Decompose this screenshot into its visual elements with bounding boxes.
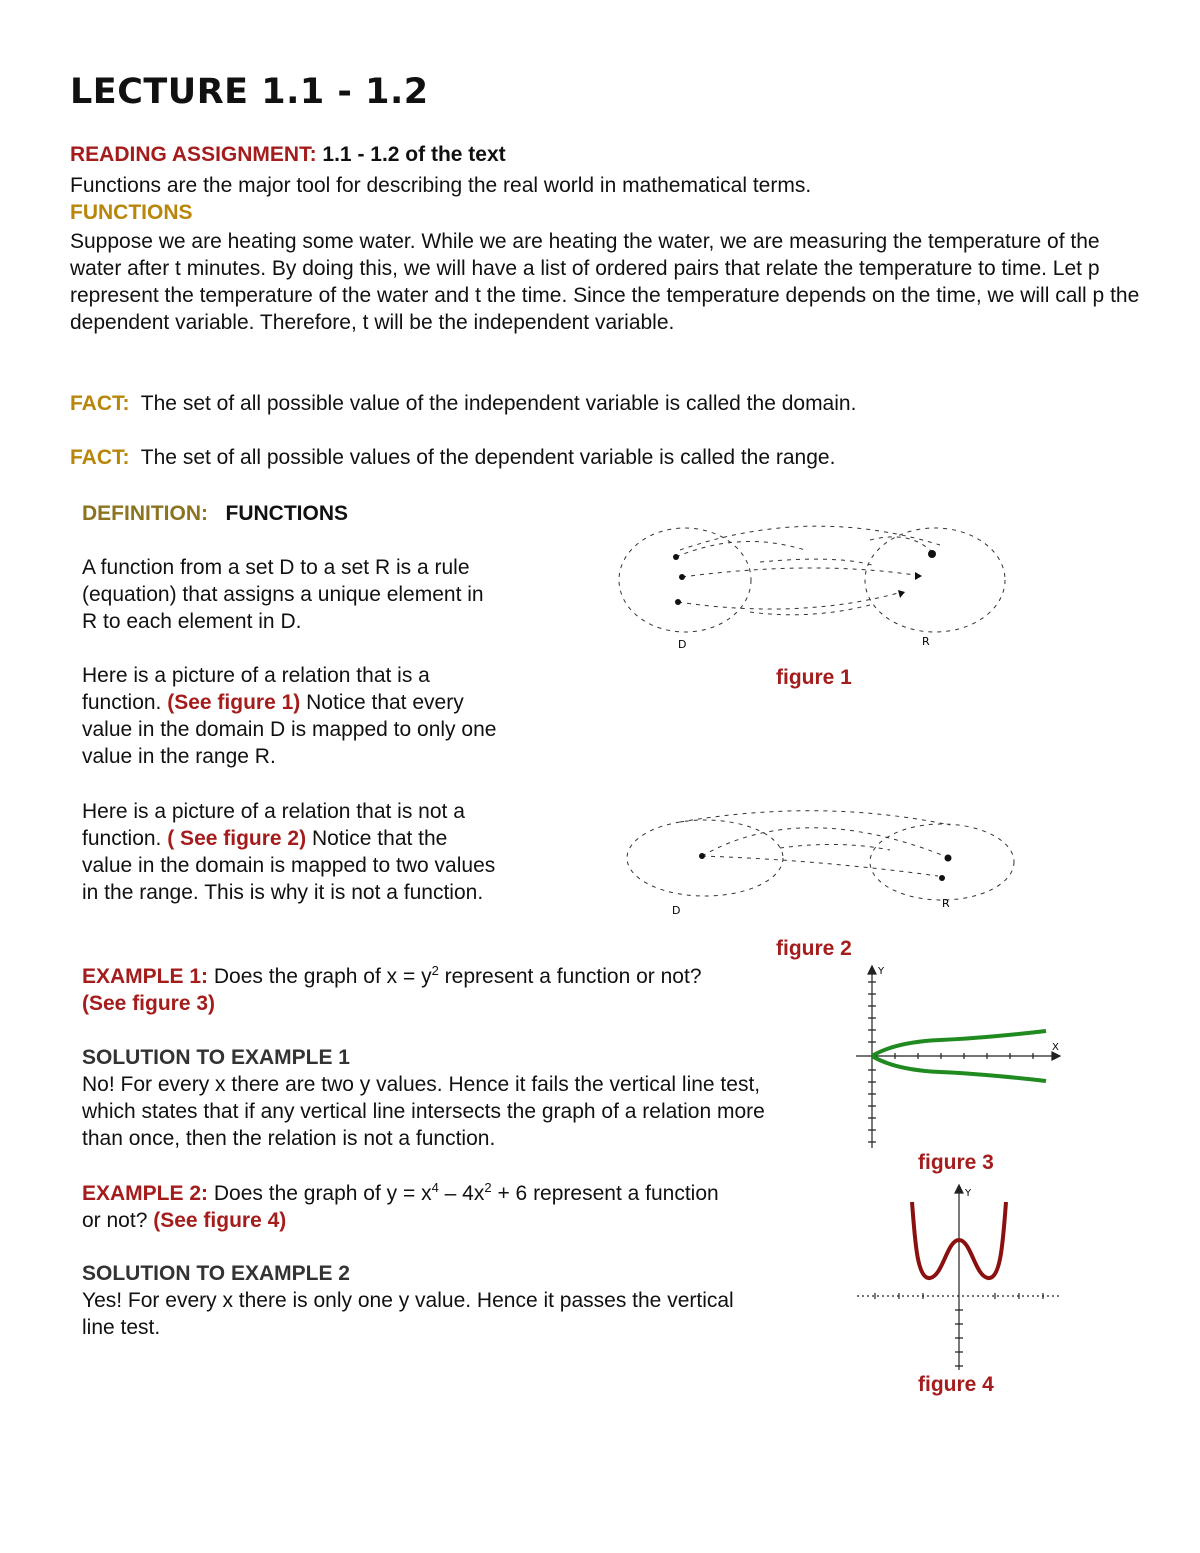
exponent: 2 [484, 1180, 492, 1195]
relation-function-text [82, 662, 502, 770]
functions-paragraph: Suppose we are heating some water. While we are heating the water, we are measuring the temperature of the water after t minutes. By doing this, we will have a list of ordered pairs that relate the temperature to time. Let p represent the temperature of the water and t the time. Since the temperature depends on the time, we will call p the dependent variable. Therefore, t will be the independent variable. [70, 230, 1140, 334]
mapping-arrow [676, 541, 805, 557]
solution-2-text: Yes! For every x there is only one y value. Hence it passes the vertical line test. [82, 1289, 734, 1339]
example-2 [82, 1180, 742, 1234]
figure-1-reference[interactable]: (See figure 1) [167, 691, 301, 714]
example-2-text: – 4x [444, 1182, 485, 1205]
figure-1-diagram [610, 520, 1030, 660]
y-axis-arrow [955, 1185, 963, 1193]
mapping-arrow [682, 568, 915, 577]
exponent: 2 [431, 963, 439, 978]
arrowhead [915, 572, 922, 580]
example-1-label: EXAMPLE 1: [82, 965, 209, 988]
example-1-text: represent a function or not? [444, 965, 702, 988]
reading-assignment [70, 141, 506, 168]
figure-3-reference[interactable]: (See figure 3) [82, 992, 216, 1015]
figure-4-reference[interactable]: (See figure 4) [153, 1209, 287, 1232]
solution-1-heading: SOLUTION TO EXAMPLE 1 [82, 1046, 350, 1069]
figure-2-reference[interactable]: ( See figure 2) [167, 827, 307, 850]
fact-domain [70, 390, 856, 417]
page-title: LECTURE 1.1 - 1.2 [70, 72, 429, 112]
functions-heading: FUNCTIONS [70, 201, 193, 224]
example-2-label: EXAMPLE 2: [82, 1182, 209, 1205]
domain-set-ellipse [627, 820, 783, 896]
example-1 [82, 963, 792, 1017]
relation-text: Notice that every value in the domain D is mapped to only one value in the range R. [82, 691, 497, 768]
x-axis-arrow [1052, 1052, 1060, 1060]
solution-1-text: No! For every x there are two y values. Hence it fails the vertical line test, which states that if any vertical line intersects the graph of a relation more than once, then the relation is not a function. [82, 1073, 765, 1150]
figure-4-graph [855, 1180, 1065, 1375]
mapping-arrow [702, 828, 942, 856]
upper-branch [872, 1031, 1046, 1056]
figure-2-diagram [620, 810, 1030, 920]
arrowhead [898, 590, 905, 598]
x-axis-label: X [1052, 1042, 1059, 1053]
range-point [939, 875, 945, 881]
relation-text: Here is a picture of a relation that is a function. [82, 664, 430, 714]
example-2-text: + 6 represent a function or not? [82, 1182, 719, 1232]
exponent: 4 [431, 1180, 439, 1195]
connector-arc [680, 811, 950, 825]
intro-text: Functions are the major tool for describing the real world in mathematical terms. [70, 174, 812, 197]
fact-label: FACT: [70, 392, 130, 415]
solution-2-heading: SOLUTION TO EXAMPLE 2 [82, 1262, 350, 1285]
domain-label: D [678, 638, 687, 651]
connector-arc [760, 559, 872, 565]
solution-1 [82, 1044, 792, 1152]
y-axis-arrow [868, 966, 876, 974]
domain-point [699, 853, 705, 859]
figure-4-caption: figure 4 [918, 1373, 994, 1396]
domain-point [675, 599, 681, 605]
y-axis-label: Y [965, 1188, 972, 1199]
definition-title: FUNCTIONS [225, 502, 349, 525]
definition-text: A function from a set D to a set R is a rule (equation) that assigns a unique element in R to each element in D. [82, 556, 484, 633]
domain-set-ellipse [619, 528, 751, 632]
solution-2 [82, 1260, 762, 1341]
fact-label: FACT: [70, 446, 130, 469]
connector-arc [750, 605, 870, 615]
range-label: R [922, 635, 930, 648]
range-point [928, 550, 936, 558]
example-1-text: Does the graph of x = y [213, 965, 432, 988]
domain-point [679, 574, 685, 580]
lower-branch [872, 1056, 1046, 1081]
definition-heading [82, 500, 348, 527]
range-label: R [942, 897, 950, 910]
range-set-ellipse [870, 824, 1014, 900]
reading-assignment-text: 1.1 - 1.2 of the text [322, 143, 506, 166]
fact-text: The set of all possible value of the independent variable is called the domain. [140, 392, 857, 415]
example-2-text: Does the graph of y = x [213, 1182, 432, 1205]
mapping-arrow [702, 856, 938, 876]
figure-3-caption: figure 3 [918, 1151, 994, 1174]
definition-label: DEFINITION: [82, 502, 208, 525]
range-point [945, 855, 952, 862]
mapping-arrow [870, 537, 932, 552]
relation-text: Here is a picture of a relation that is not a function. [82, 800, 465, 850]
figure-2-caption: figure 2 [776, 937, 852, 960]
connector-arc [680, 526, 940, 550]
mapping-arrow [678, 592, 902, 609]
relation-text: Notice that the value in the domain is mapped to two values in the range. This is why it is not a function. [82, 827, 496, 904]
range-set-ellipse [865, 528, 1005, 632]
figure-1-caption: figure 1 [776, 666, 852, 689]
figure-3-graph [850, 960, 1070, 1155]
fact-range [70, 444, 835, 471]
y-axis-label: Y [878, 966, 885, 977]
domain-label: D [672, 904, 681, 917]
fact-text: The set of all possible values of the dependent variable is called the range. [140, 446, 836, 469]
domain-point [673, 554, 679, 560]
reading-assignment-label: READING ASSIGNMENT: [70, 143, 317, 166]
relation-not-function-text [82, 798, 502, 906]
connector-arc [780, 844, 890, 850]
